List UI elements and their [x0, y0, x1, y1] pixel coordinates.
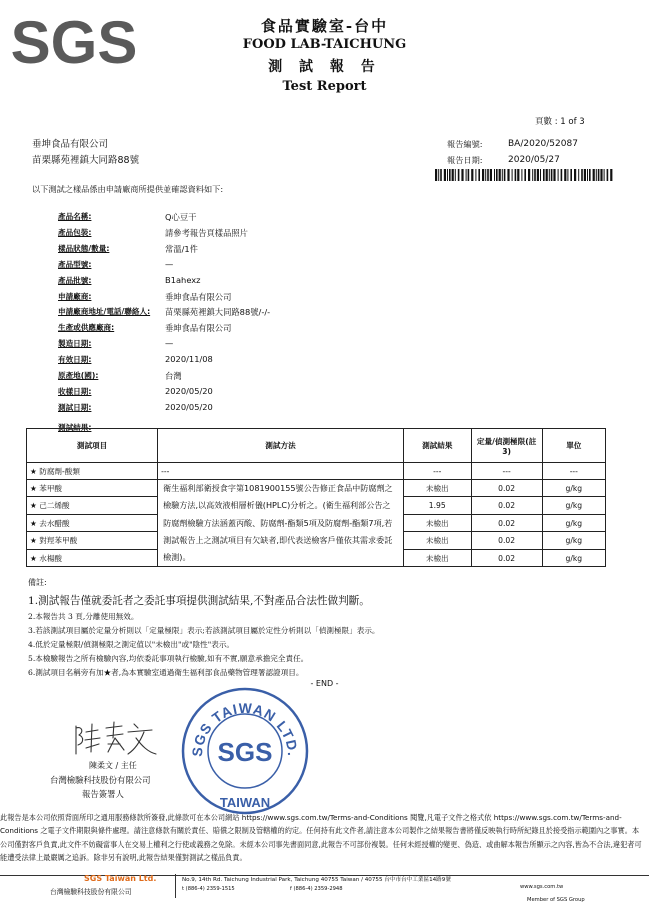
sample-info-label: 製造日期: [58, 339, 92, 349]
sample-info-value: 垂坤食品有限公司 [165, 323, 232, 334]
header-result: 測試結果 [403, 429, 471, 463]
note-item: 6.測試項目名稱旁有加★者,為本實驗室通過衛生福利部食品藥物管理署認證項目。 [28, 668, 304, 677]
footer-website: www.sgs.com.tw [520, 884, 564, 890]
row-item: ★ 苯甲酸 [27, 480, 158, 497]
footer-separator [175, 874, 176, 898]
sample-info-value: 2020/05/20 [165, 385, 213, 396]
row-result: --- [403, 463, 471, 480]
sample-info-value: 2020/11/08 [165, 354, 213, 365]
header-test-method: 測試方法 [158, 429, 404, 463]
row-limit: 0.02 [471, 514, 542, 531]
page-number: 頁數 : 1 of 3 [535, 117, 585, 127]
signatory-company: 台灣檢驗科技股份有限公司 [50, 775, 151, 785]
row-item: ★ 對羥苯甲酸 [27, 532, 158, 549]
barcode [435, 169, 615, 181]
sample-info-label: 申請廠商: [58, 291, 92, 301]
sample-info-value: 垂坤食品有限公司 [165, 291, 232, 302]
sample-info-value: — [165, 338, 174, 349]
table-row [27, 463, 606, 480]
row-unit: g/kg [542, 549, 605, 567]
sample-info-label: 收樣日期: [58, 386, 92, 396]
row-limit: 0.02 [471, 497, 542, 514]
sample-info-label: 有效日期: [58, 355, 92, 365]
note-item: 4.低於定量極限/偵測極限之測定值以"未檢出"或"陰性"表示。 [28, 640, 235, 649]
row-result: 未檢出 [403, 532, 471, 549]
sample-info-label: 樣品狀態/數量: [58, 243, 110, 253]
disclaimer: 此報告是本公司依照背面所印之通用服務條款所簽發,此條款可在本公司網站 https://www.sgs.com.tw/Terms-and-Conditions 閱覽,凡電子文件之格式依 https://www.sgs.com.tw/Terms-and-Conditions 之電子文件期限與條件處理。請注意條款有關於責任、賠償之限制及管轄權的約定。任何持有此文件者,請注意本公司製作之結果報告書將僅反映執行時所紀錄且於接受指示範圍內之事實。本公司僅對客戶負責,此文件不妨礙當事人在交易上權利之行使或義務之免除。未經本公司事先書面同意,此報告不可部份複製。任何未經授權的變更、偽造、或曲解本報告所顯示之內容,皆為不合法,違犯者可能遭受法律上最嚴厲之追訴。除非另有說明,此報告結果僅對測試之樣品負責。 [0, 813, 642, 863]
report-title-zh: 測 試 報 告 [268, 59, 381, 75]
company-seal [180, 686, 310, 816]
row-result: 1.95 [403, 497, 471, 514]
row-item: ★ 去水醋酸 [27, 514, 158, 531]
footer-brand: SGS Taiwan Ltd. [84, 874, 157, 883]
table-header-row [27, 429, 606, 463]
row-limit: 0.02 [471, 480, 542, 497]
client-name: 垂坤食品有限公司 [32, 139, 109, 150]
table-row [27, 480, 606, 497]
row-unit: g/kg [542, 480, 605, 497]
footer-brand-zh: 台灣檢驗科技股份有限公司 [50, 888, 132, 896]
sample-info-value: Q心豆干 [165, 212, 197, 222]
sample-info-value: 2020/05/20 [165, 401, 213, 412]
sample-info-value: — [165, 258, 174, 269]
row-limit: 0.02 [471, 532, 542, 549]
row-result: 未檢出 [403, 549, 471, 567]
notes-label: 備註: [28, 578, 47, 587]
signatory-name: 陳柔文 / 主任 [89, 761, 137, 770]
row-item: ★ 防腐劑-酸類 [27, 463, 158, 480]
row-limit: --- [471, 463, 542, 480]
results-table [26, 428, 606, 567]
logo-text: SGS [10, 9, 138, 76]
seal-ring-bottom: TAIWAN [219, 795, 271, 810]
footer-address: No.9, 14th Rd. Taichung Industrial Park, Taichung 40755 Taiwan / 40755 台中市台中工業區14路9號 [182, 877, 451, 883]
seal-ring-top: SGS TAIWAN LTD. [188, 699, 302, 758]
report-no-label: 報告編號: [447, 139, 483, 149]
sample-info-label: 產品包裝: [58, 227, 92, 237]
sample-info-value: 常溫/1件 [165, 243, 198, 254]
intro-text: 以下測試之樣品係由申請廠商所提供並確認資料如下: [32, 184, 224, 194]
header-test-item: 測試項目 [27, 429, 158, 463]
seal-center: SGS [217, 737, 273, 767]
row-method: --- [158, 463, 404, 480]
sample-info-label: 測試日期: [58, 402, 92, 412]
footer-fax: f (886-4) 2359-2948 [290, 886, 343, 892]
sample-info-value: B1ahexz [165, 274, 201, 285]
lab-name-zh: 食品實驗室-台中 [260, 17, 389, 35]
note-item: 2.本報告共 3 頁,分離使用無效。 [28, 612, 139, 621]
row-unit: --- [542, 463, 605, 480]
footer-member: Member of SGS Group [527, 897, 585, 903]
header-limit: 定量/偵測極限(註3) [471, 429, 542, 463]
sample-info-value: 苗栗縣苑裡鎮大同路88號/-/- [165, 307, 271, 318]
header-unit: 單位 [542, 429, 605, 463]
method-description: 衛生福利部衛授食字第1081900155號公告修正食品中防腐劑之檢驗方法,以高效液相層析儀(HPLC)分析之。(衛生福利部公告之防腐劑檢驗方法涵蓋丙酸、防腐劑-酯類5項及防腐劑-酯類7項,若測試報告上之測試項目有欠缺者,即代表送檢客戶僅依其需求委託檢測)。 [158, 480, 404, 567]
end-mark: - END - [310, 679, 339, 688]
row-unit: g/kg [542, 532, 605, 549]
report-date-label: 報告日期: [447, 155, 483, 165]
row-item: ★ 水楊酸 [27, 549, 158, 567]
sample-info-label: 測試結果: [58, 422, 92, 432]
footer-tel: t (886-4) 2359-1515 [182, 886, 235, 892]
report-date: 2020/05/27 [508, 155, 560, 165]
sample-info-value: 請參考報告頁樣品照片 [165, 227, 248, 238]
sample-info-label: 產品名稱: [58, 212, 92, 221]
handwritten-signature [70, 718, 160, 760]
row-item: ★ 己二烯酸 [27, 497, 158, 514]
sample-info-value: 台灣 [165, 371, 182, 381]
note-item: 1.測試報告僅就委託者之委託事項提供測試結果,不對產品合法性做判斷。 [28, 595, 370, 607]
sample-info-label: 申請廠商地址/電話/聯絡人: [58, 307, 151, 317]
row-limit: 0.02 [471, 549, 542, 567]
note-item: 5.本檢驗報告之所有檢驗內容,均依委託事項執行檢驗,如有不實,願意承擔完全責任。 [28, 654, 309, 663]
sample-info-label: 原產地(國): [58, 371, 99, 380]
row-result: 未檢出 [403, 480, 471, 497]
row-result: 未檢出 [403, 514, 471, 531]
row-unit: g/kg [542, 497, 605, 514]
report-no: BA/2020/52087 [508, 139, 578, 149]
sample-info-label: 產品型號: [58, 259, 92, 269]
row-unit: g/kg [542, 514, 605, 531]
signatory-title: 報告簽署人 [82, 789, 124, 799]
lab-name-en: FOOD LAB-TAICHUNG [242, 37, 407, 52]
note-item: 3.若該測試項目屬於定量分析則以「定量極限」表示;若該測試項目屬於定性分析則以「偵測極限」表示。 [28, 626, 380, 635]
report-title-en: Test Report [282, 79, 367, 94]
client-address: 苗栗縣苑裡鎮大同路88號 [32, 155, 140, 166]
sample-info-label: 產品批號: [58, 275, 92, 285]
sample-info-label: 生產或供應廠商: [58, 323, 115, 333]
